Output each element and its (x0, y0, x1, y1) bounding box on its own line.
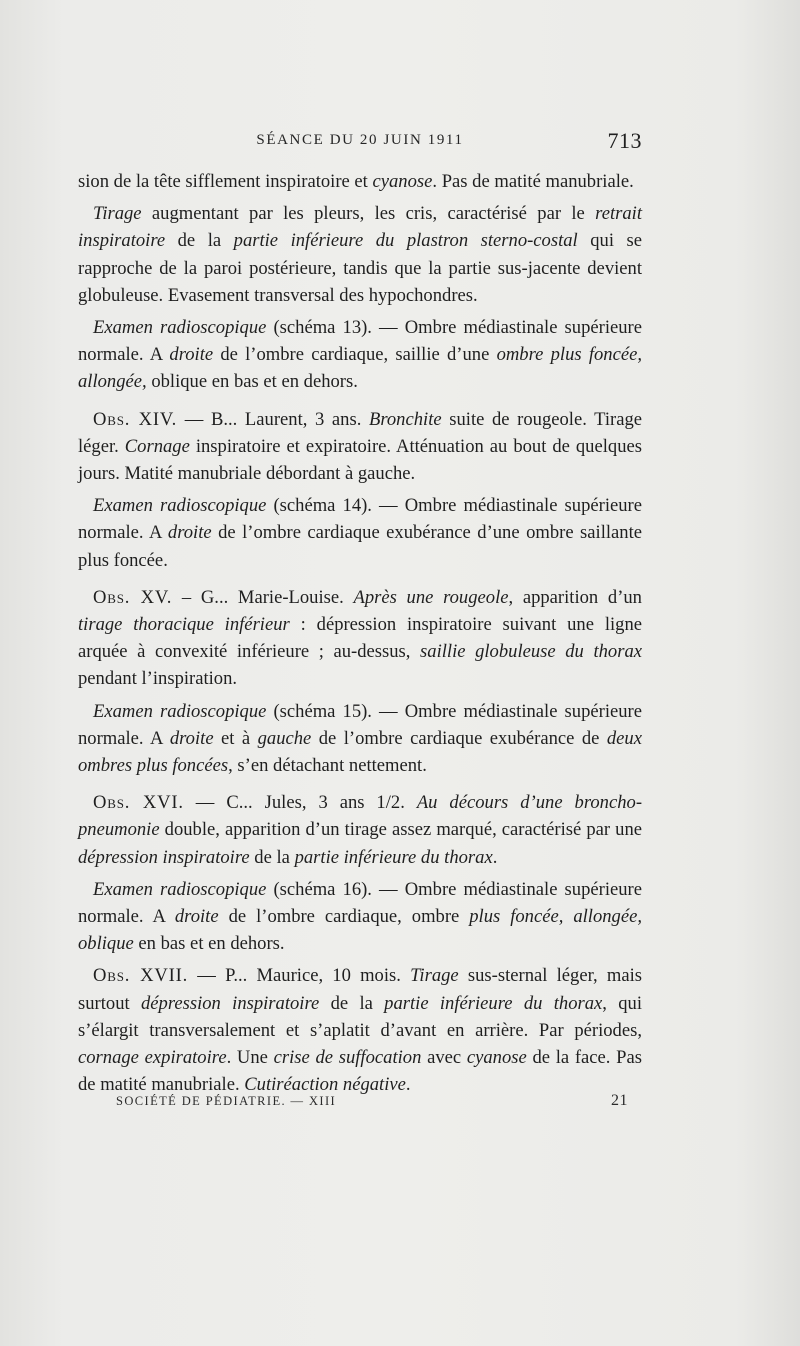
text-run: (schéma 16). — Ombre médiastinale supérieure normale. A (78, 878, 642, 928)
italic-run: tirage thoracique inférieur (78, 614, 290, 636)
italic-run: dépression inspiratoire (78, 846, 250, 868)
printer-signature: SOCIÉTÉ DE PÉDIATRIE. — XIII (116, 1094, 337, 1108)
text-run: (schéma 14). — Ombre médiastinale supérieure normale. A (78, 495, 642, 544)
italic-run: Après une rougeole (353, 586, 509, 608)
observation-label: Obs. XIV. (93, 408, 178, 430)
text-run: , s’en détachant nettement. (228, 755, 427, 777)
paragraph-obs-xiv (78, 406, 642, 488)
text-run: sion de la tête sifflement inspiratoire et (78, 171, 373, 192)
page-header (78, 128, 642, 158)
running-title: SÉANCE DU 20 JUIN 1911 (256, 132, 464, 148)
text-run: de l’ombre cardiaque, saillie d’une (213, 344, 497, 366)
page-footer (116, 1094, 628, 1116)
text-run: augmentant par les pleurs, les cris, caractérisé par le (141, 203, 596, 225)
italic-run: crise de suffocation (273, 1047, 422, 1069)
paragraph-obs-xvii (78, 962, 642, 1098)
text-run: . Une (226, 1047, 274, 1069)
italic-run: ombre plus foncée, allongée, (78, 344, 642, 393)
text-run: (schéma 15). — Ombre médiastinale supérieure normale. A (78, 700, 642, 749)
paragraph-obs-xvi (78, 789, 642, 871)
text-run: qui se rapproche de la paroi postérieure, tandis que la partie sus-jacente devient globuleuse. Evasement transversal des hypochondres. (78, 230, 642, 306)
page-number: 713 (607, 128, 642, 153)
text-run: inspiratoire et expiratoire. Atténuation au bout de quelques jours. Matité manubriale débordant à gauche. (78, 435, 642, 485)
text-run: suite de rougeole. Tirage léger. (78, 408, 643, 457)
italic-run: Tirage (93, 203, 142, 225)
italic-run: plus foncée, allongée, oblique (78, 906, 642, 955)
text-run: , apparition d’un (508, 586, 642, 608)
italic-run: Examen radioscopique (93, 878, 267, 900)
text-run: pendant l’inspiration. (78, 668, 238, 690)
text-run: en bas et en dehors. (133, 933, 285, 955)
paragraph-examen-13 (78, 314, 642, 396)
observation-label: Obs. XV. (93, 586, 173, 608)
text-run: . (405, 1074, 411, 1096)
text-run: et à (213, 727, 258, 749)
italic-run: droite (174, 906, 219, 928)
italic-run: partie inférieure du thorax (294, 846, 493, 868)
italic-run: retrait inspiratoire (78, 203, 642, 252)
text-run: double, apparition d’un tirage assez marqué, caractérisé par une (159, 819, 642, 841)
text-run: — C... Jules, 3 ans 1/2. (183, 792, 417, 814)
italic-run: cornage expiratoire (78, 1047, 227, 1069)
italic-run: partie inférieure du plastron sterno-costal (233, 230, 578, 252)
observation-label: Obs. XVII. (93, 965, 189, 987)
paragraph-examen-15 (78, 698, 642, 780)
signature-mark: 21 (611, 1092, 628, 1109)
text-run: de la (165, 230, 234, 252)
italic-run: saillie globuleuse du thorax (420, 641, 642, 663)
text-run: de la face. Pas de matité manubriale. (78, 1047, 642, 1096)
text-run: de la (319, 992, 385, 1014)
italic-run: Cutiréaction négative (244, 1074, 406, 1096)
italic-run: Au décours d’une broncho-pneumonie (78, 792, 643, 841)
text-run: de la (249, 846, 295, 868)
text-run: — P... Maurice, 10 mois. (188, 965, 411, 987)
italic-run: Examen radioscopique (93, 495, 267, 517)
italic-run: droite (169, 344, 214, 366)
text-run: avec (421, 1047, 467, 1069)
italic-run: Cornage (124, 435, 190, 457)
paragraph-tirage (78, 200, 642, 309)
italic-run: cyanose (466, 1047, 527, 1069)
observation-label: Obs. XVI. (93, 792, 184, 814)
text-run: de l’ombre cardiaque exubérance d’une ombre saillante plus foncée. (78, 522, 642, 571)
text-run: – G... Marie-Louise. (172, 586, 354, 608)
paragraph-examen-14 (78, 492, 642, 574)
italic-run: gauche (257, 727, 312, 749)
italic-run: Examen radioscopique (93, 700, 267, 722)
text-run: de l’ombre cardiaque exubérance de (311, 727, 607, 749)
text-run: . (492, 846, 498, 868)
text-run: (schéma 13). — Ombre médiastinale supérieure normale. A (78, 317, 642, 366)
italic-run: cyanose (372, 171, 433, 192)
italic-run: Bronchite (368, 408, 442, 430)
italic-run: Examen radioscopique (93, 317, 267, 339)
text-run: sus-sternal léger, mais surtout (78, 965, 642, 1014)
italic-run: droite (167, 522, 212, 544)
paragraph-obs-xv (78, 584, 642, 693)
paragraph-continuation (78, 168, 642, 195)
italic-run: deux ombres plus foncées (78, 727, 642, 777)
paragraph-examen-16 (78, 876, 642, 958)
body-text (78, 168, 642, 1104)
text-run: , qui s’élargit transversalement et s’aplatit d’avant en arrière. Par périodes, (78, 992, 642, 1041)
text-run: de l’ombre cardiaque, ombre (218, 906, 470, 928)
text-run: oblique en bas et en dehors. (146, 371, 358, 393)
italic-run: droite (169, 727, 214, 749)
italic-run: Tirage (410, 965, 459, 987)
italic-run: partie inférieure du thorax (384, 992, 603, 1014)
italic-run: dépression inspiratoire (140, 992, 320, 1014)
text-run: . Pas de matité manubriale. (432, 171, 634, 192)
text-run: : dépression inspiratoire suivant une ligne arquée à convexité inférieure ; au-dessus, (78, 614, 643, 663)
text-run: — B... Laurent, 3 ans. (177, 408, 369, 430)
